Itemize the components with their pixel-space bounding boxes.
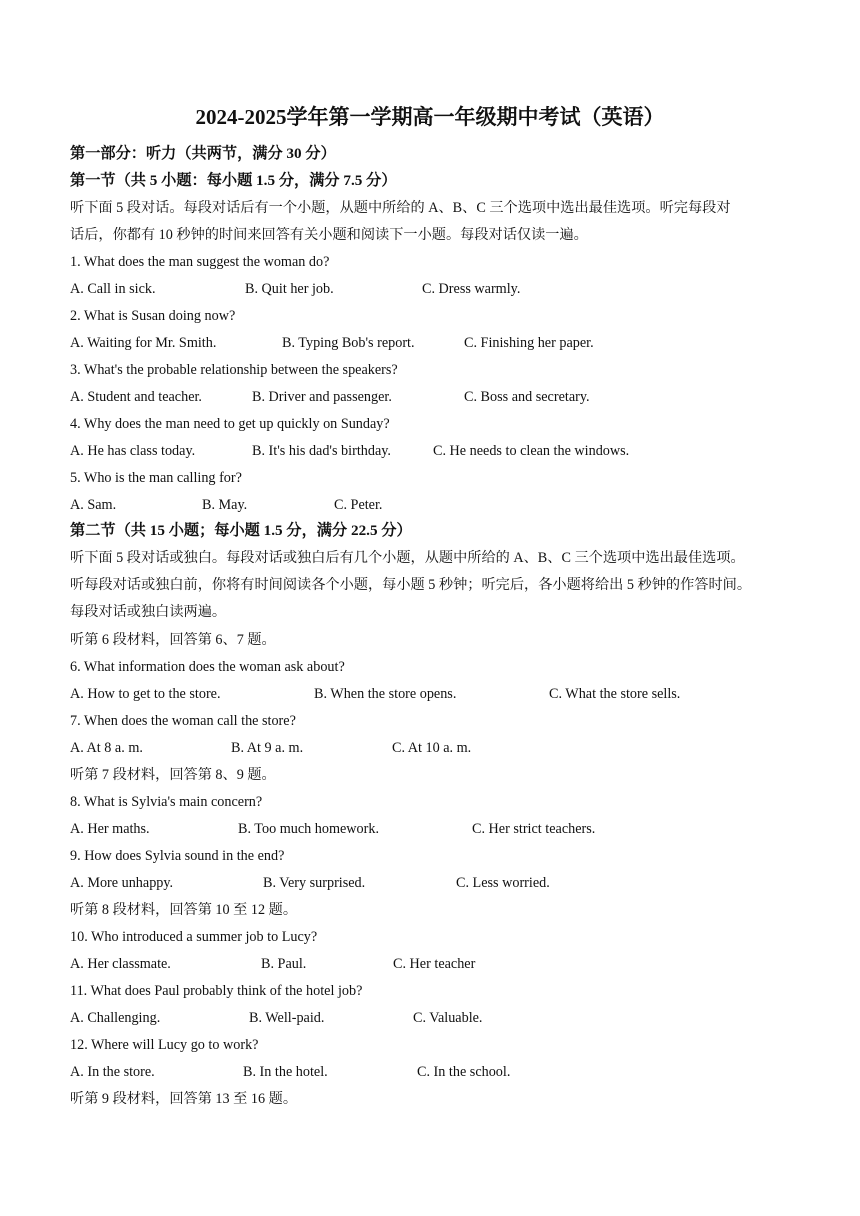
question-10-option-a: A. Her classmate. (70, 956, 171, 972)
question-5-option-a: A. Sam. (70, 497, 117, 513)
question-10-option-b: B. Paul. (261, 956, 307, 972)
question-9-option-a: A. More unhappy. (70, 875, 174, 891)
question-12-stem: 12. Where will Lucy go to work? (70, 1037, 259, 1053)
question-11-option-a: A. Challenging. (70, 1010, 161, 1026)
question-2-stem: 2. What is Susan doing now? (70, 308, 236, 324)
question-8-option-b: B. Too much homework. (238, 821, 380, 837)
question-7-option-a: A. At 8 a. m. (70, 740, 143, 756)
question-4-option-a: A. He has class today. (70, 443, 196, 459)
question-6-stem: 6. What information does the woman ask about? (70, 659, 345, 675)
question-8-option-a: A. Her maths. (70, 821, 150, 837)
question-4-stem: 4. Why does the man need to get up quickly on Sunday? (70, 416, 390, 432)
question-9-option-c: C. Less worried. (456, 875, 550, 891)
question-10-stem: 10. Who introduced a summer job to Lucy? (70, 929, 318, 945)
part1-heading: 第一部分：听力（共两节，满分 30 分） (70, 145, 336, 162)
question-4-option-c: C. He needs to clean the windows. (433, 443, 630, 459)
question-11-stem: 11. What does Paul probably think of the hotel job? (70, 983, 363, 999)
question-5-option-c: C. Peter. (334, 497, 383, 513)
question-8-stem: 8. What is Sylvia's main concern? (70, 794, 263, 810)
exam-title: 2024-2025学年第一学期高一年级期中考试（英语） (195, 105, 665, 129)
question-5-option-b: B. May. (202, 497, 248, 513)
question-6-option-a: A. How to get to the store. (70, 686, 221, 702)
question-1-option-a: A. Call in sick. (70, 281, 156, 297)
material-8-note: 听第 8 段材料，回答第 10 至 12 题。 (70, 902, 298, 918)
question-1-stem: 1. What does the man suggest the woman do? (70, 254, 330, 270)
section2-heading: 第二节（共 15 小题；每小题 1.5 分，满分 22.5 分） (70, 522, 412, 539)
question-3-option-c: C. Boss and secretary. (464, 389, 590, 405)
question-9-stem: 9. How does Sylvia sound in the end? (70, 848, 285, 864)
question-7-option-c: C. At 10 a. m. (392, 740, 472, 756)
question-4-option-b: B. It's his dad's birthday. (252, 443, 391, 459)
material-7-note: 听第 7 段材料，回答第 8、9 题。 (70, 767, 276, 783)
section2-instructions-line1: 听下面 5 段对话或独白。每段对话或独白后有几个小题，从题中所给的 A、B、C 三个选项中选出最佳选项。 (70, 550, 745, 566)
question-8-option-c: C. Her strict teachers. (472, 821, 596, 837)
question-3-option-b: B. Driver and passenger. (252, 389, 392, 405)
question-6-option-b: B. When the store opens. (314, 686, 457, 702)
question-11-option-b: B. Well-paid. (249, 1010, 325, 1026)
section1-instructions-line1: 听下面 5 段对话。每段对话后有一个小题，从题中所给的 A、B、C 三个选项中选出最佳选项。听完每段对 (70, 200, 731, 216)
material-6-note: 听第 6 段材料，回答第 6、7 题。 (70, 632, 276, 648)
question-2-option-b: B. Typing Bob's report. (282, 335, 415, 351)
question-2-option-c: C. Finishing her paper. (464, 335, 594, 351)
section2-instructions-line3: 每段对话或独白读两遍。 (70, 604, 227, 620)
question-11-option-c: C. Valuable. (413, 1010, 483, 1026)
question-1-option-c: C. Dress warmly. (422, 281, 521, 297)
question-12-option-c: C. In the school. (417, 1064, 511, 1080)
question-10-option-c: C. Her teacher (393, 956, 476, 972)
section1-heading: 第一节（共 5 小题：每小题 1.5 分，满分 7.5 分） (70, 172, 397, 189)
question-7-stem: 7. When does the woman call the store? (70, 713, 296, 729)
question-5-stem: 5. Who is the man calling for? (70, 470, 242, 486)
question-7-option-b: B. At 9 a. m. (231, 740, 304, 756)
material-9-note: 听第 9 段材料，回答第 13 至 16 题。 (70, 1091, 298, 1107)
question-12-option-b: B. In the hotel. (243, 1064, 328, 1080)
question-3-stem: 3. What's the probable relationship between the speakers? (70, 362, 398, 378)
question-12-option-a: A. In the store. (70, 1064, 155, 1080)
question-2-option-a: A. Waiting for Mr. Smith. (70, 335, 217, 351)
question-1-option-b: B. Quit her job. (245, 281, 334, 297)
question-6-option-c: C. What the store sells. (549, 686, 681, 702)
section2-instructions-line2: 听每段对话或独白前，你将有时间阅读各个小题，每小题 5 秒钟；听完后，各小题将给出 5 秒钟的作答时间。 (70, 577, 752, 593)
section1-instructions-line2: 话后，你都有 10 秒钟的时间来回答有关小题和阅读下一小题。每段对话仅读一遍。 (70, 227, 588, 243)
question-3-option-a: A. Student and teacher. (70, 389, 202, 405)
question-9-option-b: B. Very surprised. (263, 875, 366, 891)
